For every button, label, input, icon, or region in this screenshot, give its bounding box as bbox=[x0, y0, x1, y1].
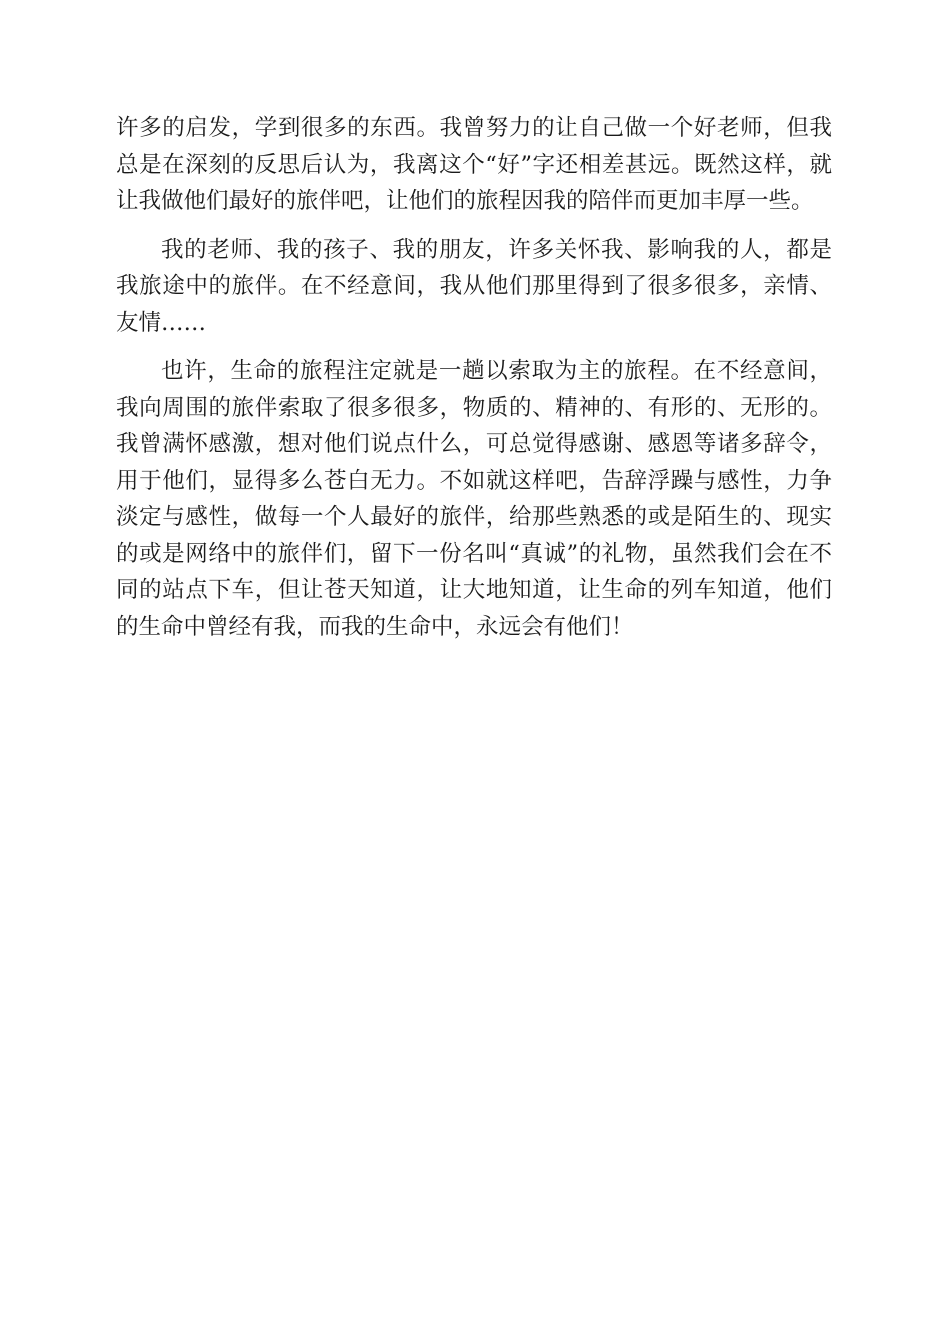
paragraph-companions: 我的老师、我的孩子、我的朋友，许多关怀我、影响我的人，都是我旅途中的旅伴。在不经意间，我从他们那里得到了很多很多，亲情、友情…… bbox=[116, 236, 832, 336]
paragraph-continued: 许多的启发，学到很多的东西。我曾努力的让自己做一个好老师，但我总是在深刻的反思后认为，我离这个“好”字还相差甚远。既然这样，就让我做他们最好的旅伴吧，让他们的旅程因我的陪伴而更加丰厚一些。 bbox=[116, 115, 832, 214]
paragraph-life-journey: 也许，生命的旅程注定就是一趟以索取为主的旅程。在不经意间，我向周围的旅伴索取了很多很多，物质的、精神的、有形的、无形的。我曾满怀感激，想对他们说点什么，可总觉得感谢、感恩等诸多辞令，用于他们，显得多么苍白无力。不如就这样吧，告辞浮躁与感性，力争淡定与感性，做每一个人最好的旅伴，给那些熟悉的或是陌生的、现实的或是网络中的旅伴们，留下一份名叫“真诚”的礼物，虽然我们会在不同的站点下车，但让苍天知道，让大地知道，让生命的列车知道，他们的生命中曾经有我，而我的生命中，永远会有他们！ bbox=[116, 358, 832, 640]
document-body bbox=[116, 110, 832, 657]
